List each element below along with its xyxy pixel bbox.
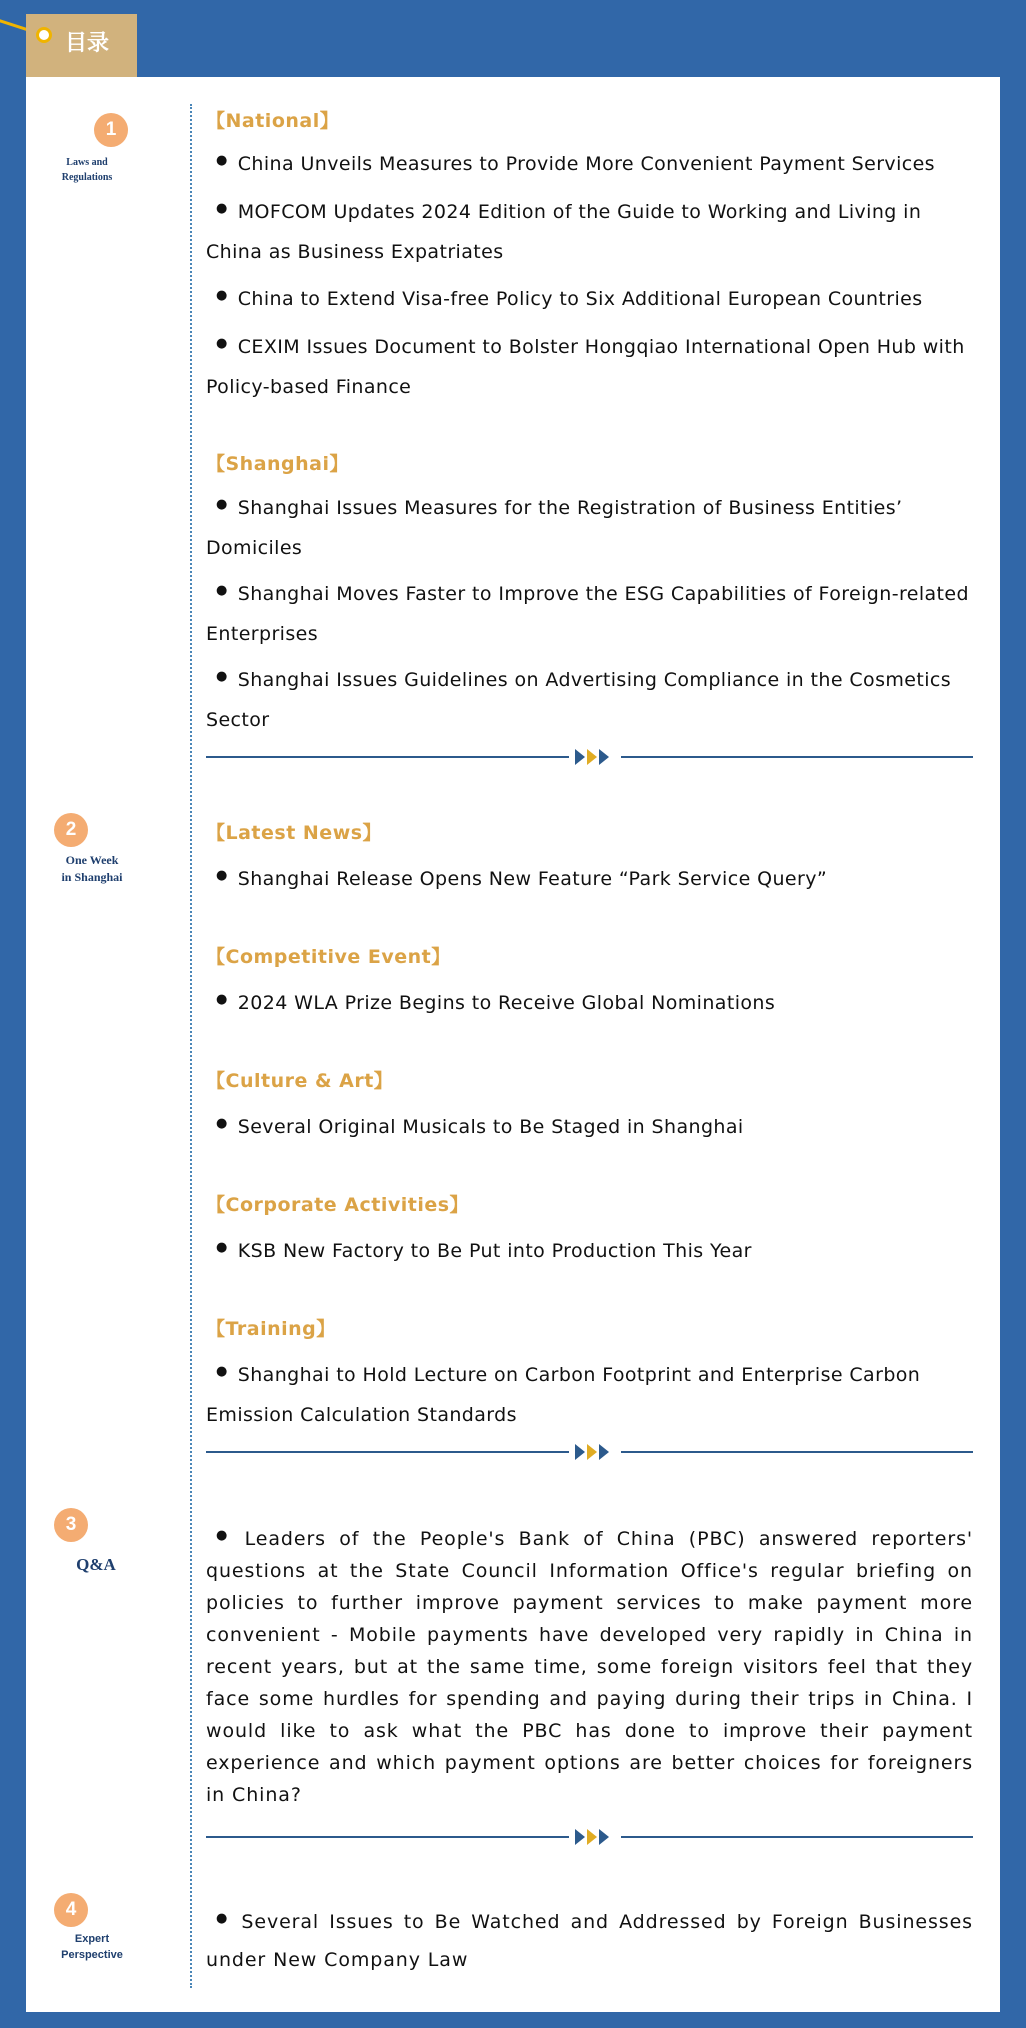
bullet-icon: ●: [216, 1364, 228, 1379]
category-shanghai: 【Shanghai】: [206, 453, 350, 475]
section-separator: [206, 1451, 973, 1453]
bullet-icon: ●: [216, 1116, 228, 1131]
section-separator: [206, 1836, 973, 1838]
section-label-line: Expert: [74, 1933, 110, 1945]
section-label-qa[interactable]: [54, 1553, 138, 1578]
item-text: CEXIM Issues Document to Bolster Hongqiao International Open Hub with Policy-based Finance: [206, 336, 965, 398]
category-corporate-activities: 【Corporate Activities】: [206, 1194, 470, 1216]
section-label-laws-and-regulations[interactable]: [48, 156, 126, 185]
item-text: China Unveils Measures to Provide More Convenient Payment Services: [237, 153, 935, 175]
bullet-icon: ●: [216, 669, 228, 684]
item-text: KSB New Factory to Be Put into Production This Year: [237, 1240, 752, 1262]
bullet-icon: ●: [216, 1911, 232, 1926]
triple-arrow-icon: [569, 1442, 621, 1462]
bullet-icon: ●: [216, 583, 228, 598]
toc-link-item[interactable]: [206, 1228, 973, 1271]
item-text: Several Issues to Be Watched and Addressed by Foreign Businesses under New Company Law: [206, 1911, 973, 1971]
bullet-icon: ●: [216, 992, 228, 1007]
category-training: 【Training】: [206, 1318, 336, 1340]
bullet-icon: ●: [216, 868, 228, 883]
item-text: Shanghai Moves Faster to Improve the ESG Capabilities of Foreign-related Enterprises: [206, 583, 969, 645]
toc-link-item[interactable]: [206, 1520, 973, 1811]
section-number-badge: 1: [94, 113, 128, 147]
bullet-icon: ●: [216, 288, 228, 303]
toc-link-item[interactable]: [206, 485, 973, 568]
section-label-line: in Shanghai: [61, 870, 123, 885]
toc-link-item[interactable]: [206, 141, 973, 184]
bullet-icon: ●: [216, 497, 228, 512]
toc-link-item[interactable]: [206, 657, 973, 740]
toc-title: 目录: [65, 31, 110, 56]
dotted-divider: [190, 104, 192, 1988]
section-number-badge: 3: [54, 1508, 88, 1542]
toc-link-item[interactable]: [206, 1352, 973, 1435]
section-label-line: Regulations: [61, 171, 113, 183]
toc-link-item[interactable]: [206, 856, 973, 899]
item-text: Several Original Musicals to Be Staged in Shanghai: [237, 1116, 744, 1138]
triple-arrow-icon: [569, 1827, 621, 1847]
category-competitive-event: 【Competitive Event】: [206, 946, 451, 968]
toc-link-item[interactable]: [206, 980, 973, 1023]
bullet-icon: ●: [216, 153, 228, 168]
item-text: 2024 WLA Prize Begins to Receive Global Nominations: [237, 992, 776, 1014]
bullet-icon: ●: [216, 336, 228, 351]
section-label-one-week-in-shanghai[interactable]: [50, 852, 134, 887]
section-separator: [206, 756, 973, 758]
item-text: Shanghai to Hold Lecture on Carbon Footprint and Enterprise Carbon Emission Calculation Standards: [206, 1364, 921, 1426]
item-text: China to Extend Visa-free Policy to Six Additional European Countries: [237, 288, 923, 310]
toc-link-item[interactable]: [206, 324, 973, 407]
triple-arrow-icon: [569, 747, 621, 767]
toc-link-item[interactable]: [206, 1900, 973, 1979]
item-text: Shanghai Issues Guidelines on Advertising Compliance in the Cosmetics Sector: [206, 669, 952, 731]
item-text: Shanghai Issues Measures for the Registration of Business Entities’ Domiciles: [206, 497, 903, 559]
section-label-line: One Week: [65, 853, 119, 867]
section-label-expert-perspective[interactable]: [50, 1932, 134, 1964]
circle-dot-icon: [36, 27, 52, 43]
category-latest-news: 【Latest News】: [206, 822, 383, 844]
toc-link-item[interactable]: [206, 571, 973, 654]
item-text: Leaders of the People's Bank of China (PBC) answered reporters' questions at the State Council Information Office's regular briefing on policies to further improve payment services to make payment more convenient - Mobile payments have developed very rapidly in China in recent years, but at the same time, some foreign visitors feel that they face some hurdles for spending and paying during their trips in China. I would like to ask what the PBC has done to improve their payment experience and which payment options are better choices for foreigners in China?: [206, 1528, 973, 1806]
bullet-icon: ●: [216, 1528, 235, 1543]
toc-link-item[interactable]: [206, 1104, 973, 1147]
toc-link-item[interactable]: [206, 189, 973, 272]
section-label-line: Q&A: [76, 1555, 116, 1574]
section-label-line: Laws and: [66, 157, 108, 168]
bullet-icon: ●: [216, 1240, 228, 1255]
item-text: MOFCOM Updates 2024 Edition of the Guide to Working and Living in China as Business Expatriates: [206, 201, 922, 263]
category-national: 【National】: [206, 110, 340, 132]
toc-link-item[interactable]: [206, 276, 973, 319]
section-number-badge: 2: [54, 813, 88, 847]
item-text: Shanghai Release Opens New Feature “Park Service Query”: [237, 868, 828, 890]
section-number-badge: 4: [54, 1893, 88, 1927]
bullet-icon: ●: [216, 201, 228, 216]
section-label-line: Perspective: [61, 1948, 123, 1961]
category-culture-art: 【Culture & Art】: [206, 1070, 394, 1092]
